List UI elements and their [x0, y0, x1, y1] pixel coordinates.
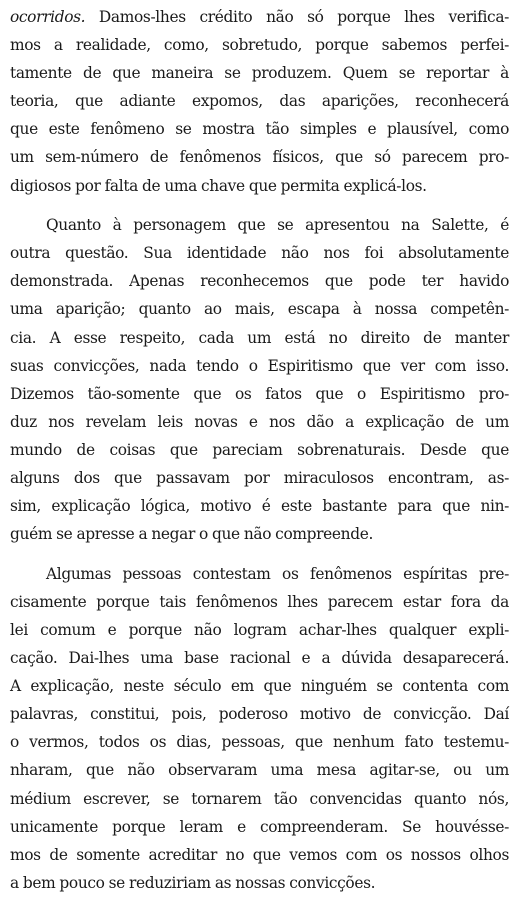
text-line: palavras, constitui, pois, poderoso motivo de convicção. Daí	[10, 705, 509, 724]
text-line: tamente de que maneira se produzem. Quem se reportar à	[10, 64, 509, 83]
text-line: alguns dos que passavam por miraculosos encontram, as-	[10, 469, 509, 487]
text-line-rest: Damos-lhes crédito não só porque lhes verifica-	[85, 8, 509, 26]
text-line: um sem-número de fenômenos físicos, que só parecem pro-	[10, 148, 509, 167]
text-line: nharam, que não observaram uma mesa agitar-se, ou um	[10, 761, 509, 780]
text-line	[10, 3, 509, 31]
text-line: mundo de coisas que pareciam sobrenaturais. Desde que	[10, 440, 509, 459]
text-line: cação. Dai-lhes uma base racional e a dúvida desaparecerá.	[10, 649, 509, 668]
text-line: cisamente porque tais fenômenos lhes parecem estar fora da	[10, 592, 509, 611]
text-line: mos de somente acreditar no que vemos com os nossos olhos	[10, 845, 509, 864]
text-line: Quanto à personagem que se apresentou na Salette, é	[46, 216, 509, 235]
text-line: a bem pouco se reduziriam as nossas convicções.	[10, 873, 376, 892]
italic-word: ocorridos.	[10, 8, 86, 26]
text-line: lei comum e porque não logram achar-lhes qualquer expli-	[10, 620, 509, 639]
text-line: cia. A esse respeito, cada um está no direito de manter	[10, 328, 509, 347]
paragraph-3	[10, 560, 509, 897]
text-line: digiosos por falta de uma chave que permita explicá-los.	[10, 176, 427, 195]
paragraph-2	[10, 211, 509, 548]
text-line: Algumas pessoas contestam os fenômenos espíritas pre-	[46, 564, 509, 583]
text-line: Dizemos tão-somente que os fatos que o Espiritismo pro-	[10, 384, 509, 403]
text-line: outra questão. Sua identidade não nos foi absolutamente	[10, 244, 509, 263]
text-line: sim, explicação lógica, motivo é este bastante para que nin-	[10, 497, 509, 516]
text-line: duz nos revelam leis novas e nos dão a explicação de um	[10, 412, 509, 431]
text-line: teoria, que adiante expomos, das aparições, reconhecerá	[10, 92, 509, 111]
text-line: unicamente porque leram e compreenderam. Se houvésse-	[10, 817, 509, 836]
text-line: demonstrada. Apenas reconhecemos que pode ter havido	[10, 272, 509, 291]
text-line: guém se apresse a negar o que não compreende.	[10, 525, 374, 544]
text-line: uma aparição; quanto ao mais, escapa à nossa competên-	[10, 300, 509, 319]
text-line: o vermos, todos os dias, pessoas, que nenhum fato testemu-	[10, 733, 509, 752]
text-line: médium escrever, se tornarem tão convencidas quanto nós,	[10, 789, 509, 808]
paragraph-1	[10, 3, 509, 200]
text-line: mos a realidade, como, sobretudo, porque sabemos perfei-	[10, 36, 509, 55]
text-line: A explicação, neste século em que ninguém se contenta com	[10, 677, 509, 696]
text-line: que este fenômeno se mostra tão simples e plausível, como	[10, 120, 509, 139]
text-line: suas convicções, nada tendo o Espiritismo que ver com isso.	[10, 356, 509, 375]
